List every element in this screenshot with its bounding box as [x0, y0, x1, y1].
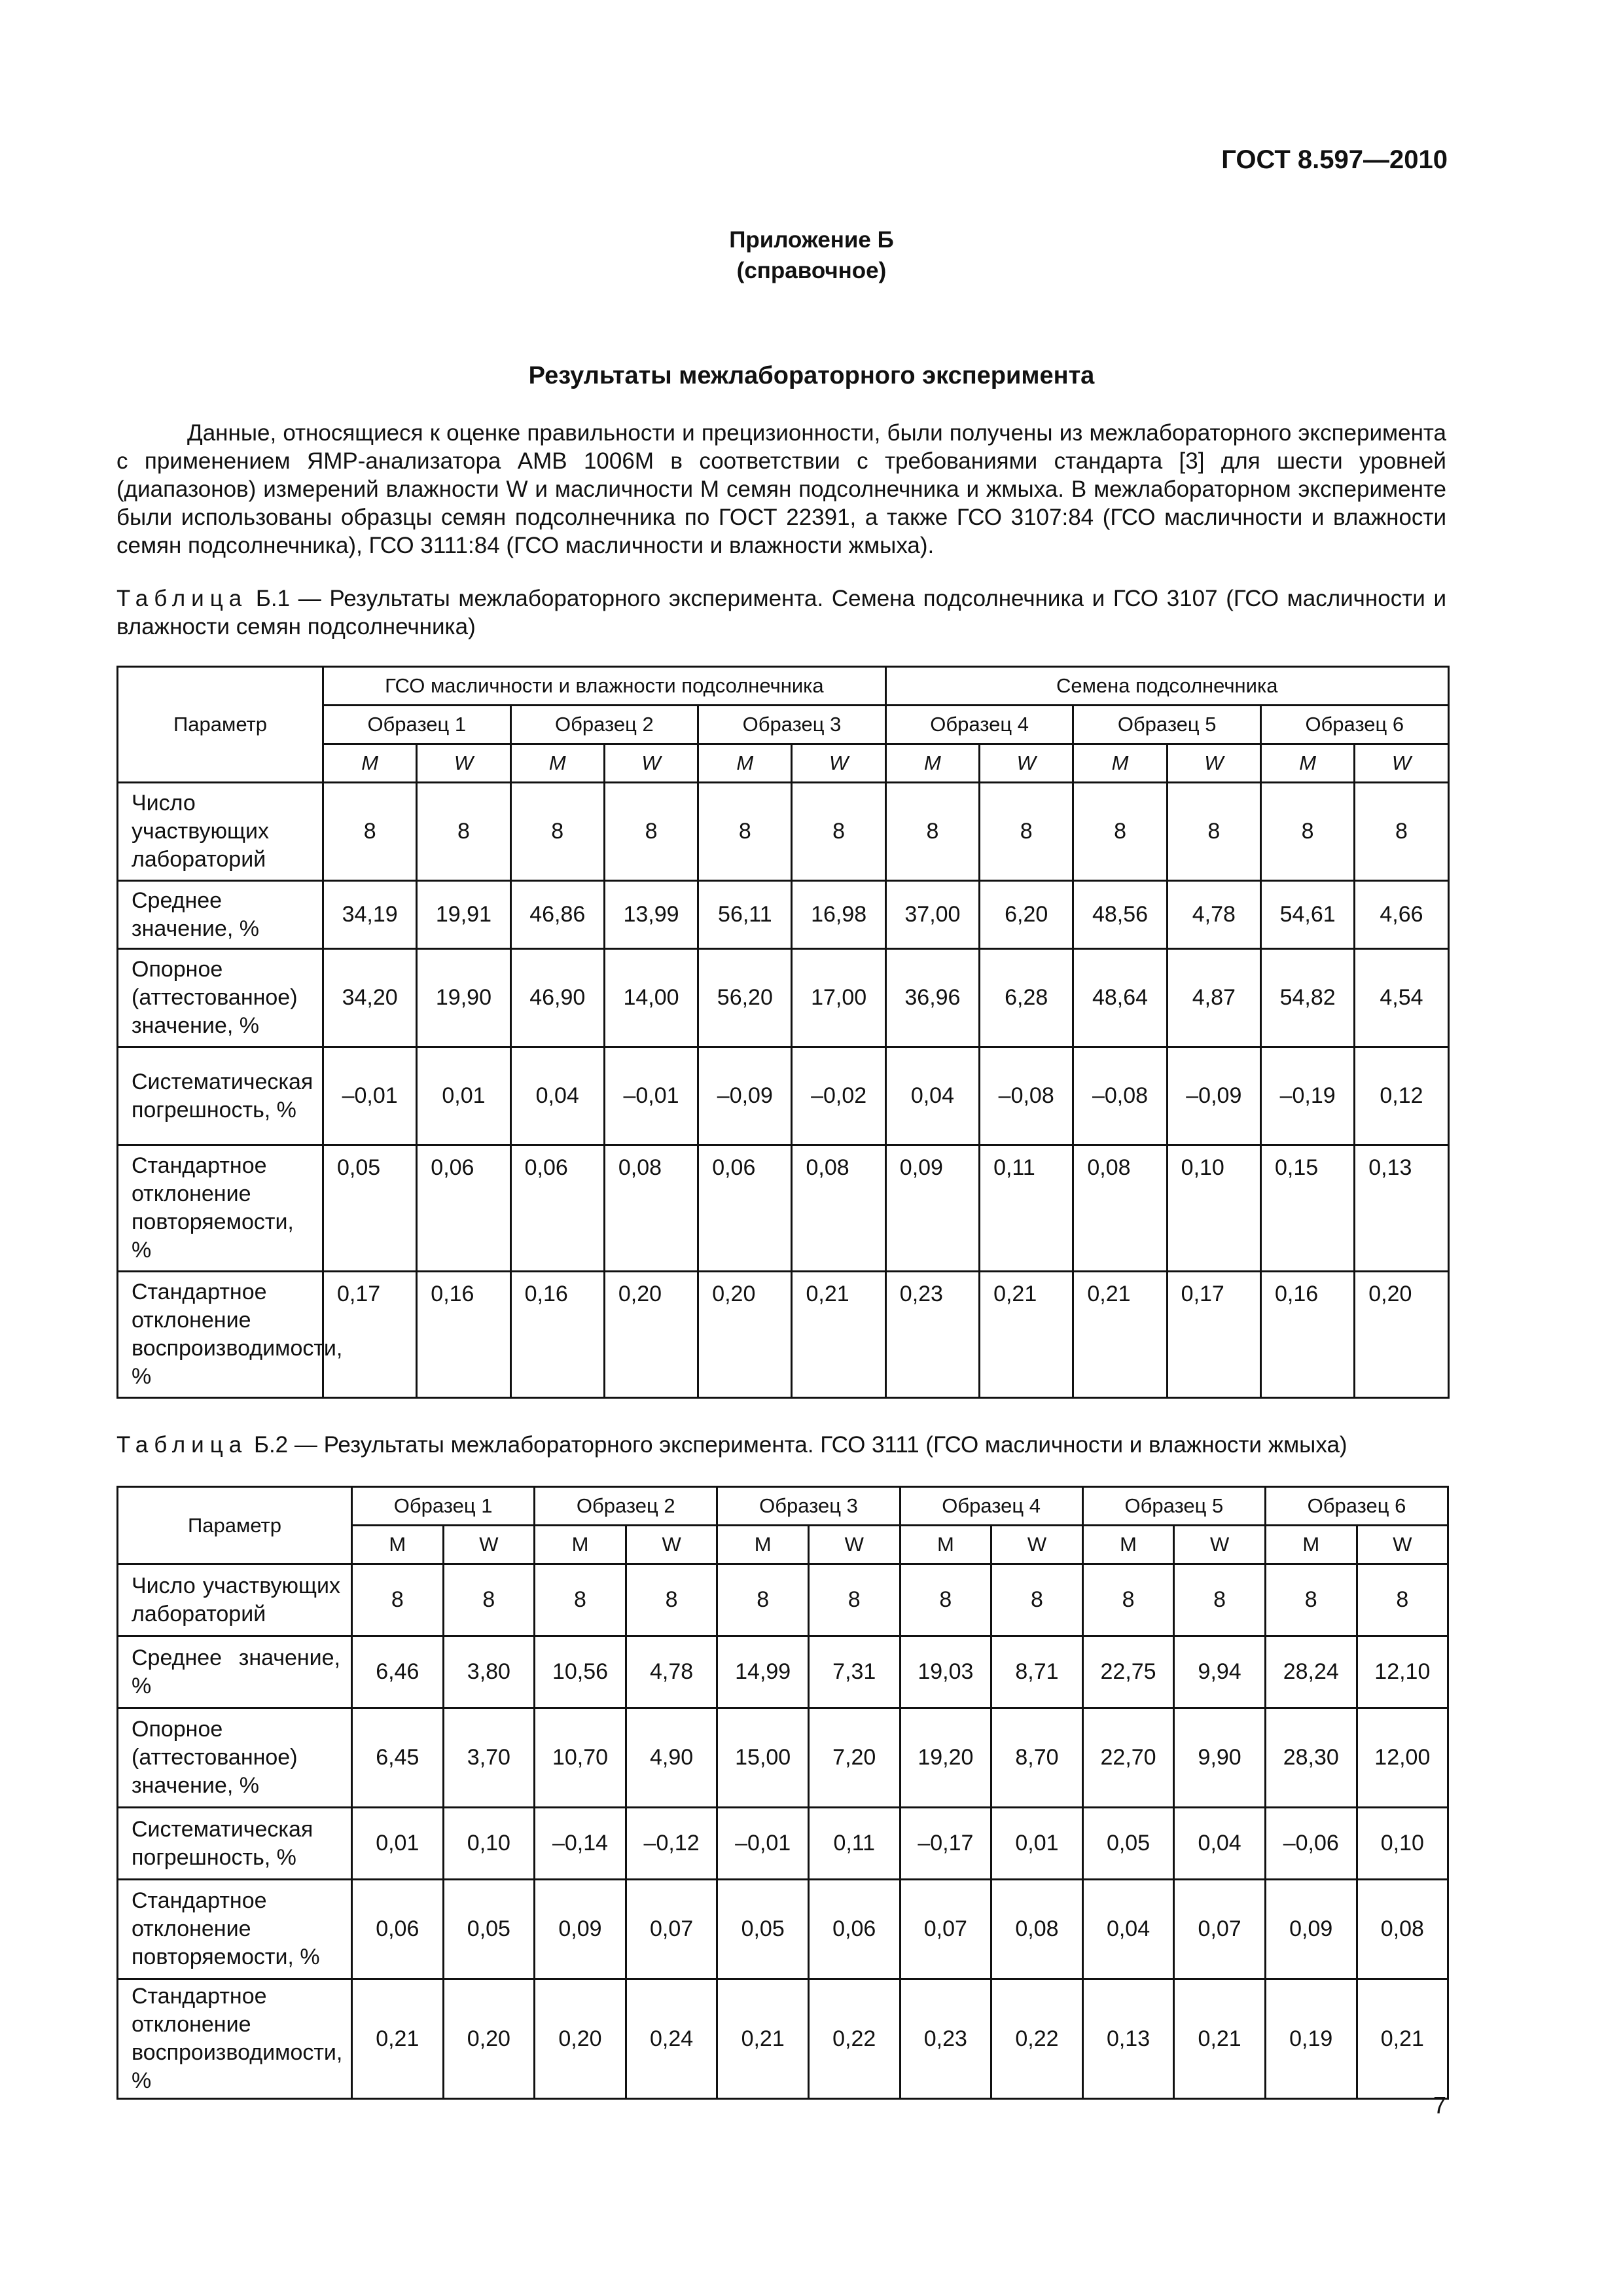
table-cell: –0,09	[698, 1047, 792, 1145]
table-cell: 12,00	[1357, 1708, 1448, 1808]
row-parameter: Опорное (аттестованное) значение, %	[118, 1708, 352, 1808]
table-cell: 19,90	[417, 949, 510, 1047]
table-cell: 0,06	[808, 1880, 900, 1979]
table-cell: 0,20	[698, 1272, 792, 1398]
table2-sub-header-cell: W	[626, 1526, 717, 1564]
table2-sample-header: Образец 1	[352, 1487, 535, 1526]
table-cell: 7,20	[808, 1708, 900, 1808]
table-cell: –0,08	[1073, 1047, 1167, 1145]
table1-sample-header: Образец 6	[1260, 706, 1448, 744]
table-cell: 0,08	[792, 1145, 885, 1272]
table2-sub-header-cell: M	[1082, 1526, 1174, 1564]
table-cell: 8	[991, 1564, 1083, 1636]
table1-group-header: Семена подсолнечника	[885, 667, 1448, 706]
table1-group-header: ГСО масличности и влажности подсолнечника	[323, 667, 886, 706]
table-cell: 0,01	[352, 1808, 444, 1880]
table1-sub-header-cell: M	[698, 744, 792, 783]
table-cell: 8	[1260, 783, 1354, 881]
table-cell: 6,45	[352, 1708, 444, 1808]
table-cell: 0,21	[792, 1272, 885, 1398]
table-cell: 0,04	[510, 1047, 604, 1145]
row-parameter: Стандартное отклонение повторяемости, %	[118, 1880, 352, 1979]
table1-sub-header-cell: W	[1167, 744, 1260, 783]
table-cell: 3,80	[443, 1636, 535, 1708]
table-row	[118, 1880, 1448, 1979]
table-cell: 8	[604, 783, 698, 881]
table-cell: 0,06	[698, 1145, 792, 1272]
table-cell: 0,06	[417, 1145, 510, 1272]
table-row	[118, 949, 1449, 1047]
table1-label: Таблица	[116, 586, 248, 611]
table-cell: –0,01	[717, 1808, 809, 1880]
table-cell: 8	[510, 783, 604, 881]
table-cell: 8	[323, 783, 417, 881]
table-cell: 0,13	[1082, 1979, 1174, 2099]
table-cell: 0,08	[604, 1145, 698, 1272]
table-row	[118, 1636, 1448, 1708]
table-cell: 4,87	[1167, 949, 1260, 1047]
table2-sub-header-cell: M	[717, 1526, 809, 1564]
table-cell: 0,05	[443, 1880, 535, 1979]
table-cell: –0,06	[1265, 1808, 1357, 1880]
table-cell: 4,90	[626, 1708, 717, 1808]
table-cell: 8	[352, 1564, 444, 1636]
table-cell: 0,17	[1167, 1272, 1260, 1398]
table-cell: 8	[1265, 1564, 1357, 1636]
table-cell: 17,00	[792, 949, 885, 1047]
table-cell: 54,82	[1260, 949, 1354, 1047]
table-cell: 14,99	[717, 1636, 809, 1708]
table1-sub-header-cell: W	[1355, 744, 1448, 783]
table-cell: 8	[808, 1564, 900, 1636]
table-cell: –0,01	[323, 1047, 417, 1145]
table-cell: 0,07	[1174, 1880, 1266, 1979]
table-cell: 6,46	[352, 1636, 444, 1708]
table2-label: Таблица	[116, 1432, 248, 1458]
table-cell: 0,21	[717, 1979, 809, 2099]
row-parameter: Число участвующих лабораторий	[118, 1564, 352, 1636]
table1-sub-header-cell: M	[323, 744, 417, 783]
table1-caption-text: Б.1 — Результаты межлабораторного эксперимента. Семена подсолнечника и ГСО 3107 (ГСО масличности и влажности семян подсолнечника)	[116, 586, 1447, 639]
table-cell: 0,21	[1073, 1272, 1167, 1398]
table1-sub-header-cell: W	[417, 744, 510, 783]
row-parameter: Число участвующих лабораторий	[118, 783, 323, 881]
table-cell: 0,05	[323, 1145, 417, 1272]
table-cell: 15,00	[717, 1708, 809, 1808]
table2-sample-header: Образец 3	[717, 1487, 900, 1526]
table-cell: 0,08	[1073, 1145, 1167, 1272]
table-cell: 8	[1073, 783, 1167, 881]
table-cell: 0,16	[1260, 1272, 1354, 1398]
table1-sample-header: Образец 2	[510, 706, 698, 744]
table-cell: 0,12	[1355, 1047, 1448, 1145]
table-cell: 9,94	[1174, 1636, 1266, 1708]
table-cell: 0,20	[535, 1979, 626, 2099]
table-cell: 0,10	[1167, 1145, 1260, 1272]
intro-paragraph	[116, 419, 1446, 560]
table-cell: 37,00	[885, 881, 979, 949]
table-cell: 4,78	[1167, 881, 1260, 949]
table-cell: 8	[626, 1564, 717, 1636]
table-cell: 48,64	[1073, 949, 1167, 1047]
table-cell: 13,99	[604, 881, 698, 949]
table-row	[118, 1808, 1448, 1880]
table-cell: 0,20	[443, 1979, 535, 2099]
table1-sample-header: Образец 5	[1073, 706, 1261, 744]
table-row	[118, 881, 1449, 949]
table-cell: 0,20	[604, 1272, 698, 1398]
table-cell: 0,07	[900, 1880, 991, 1979]
table-cell: 0,23	[900, 1979, 991, 2099]
table-cell: 0,01	[417, 1047, 510, 1145]
table-cell: 0,21	[1174, 1979, 1266, 2099]
table-cell: 8	[1167, 783, 1260, 881]
section-heading: Результаты межлабораторного эксперимента	[528, 362, 1095, 389]
table-cell: 6,20	[980, 881, 1073, 949]
table1-sub-header-cell: M	[1073, 744, 1167, 783]
table-cell: –0,02	[792, 1047, 885, 1145]
table2-sub-header-cell: W	[991, 1526, 1083, 1564]
intro-text: Данные, относящиеся к оценке правильности и прецизионности, были получены из межлабораторного эксперимента с применением ЯМР-анализатора АМВ 1006М в соответствии с требованиями стандарта [3] для шести уровней (диапазонов) измерений влажности W и масличности M семян подсолнечника и жмыха. В межлабораторном эксперименте были использованы образцы семян подсолнечника по ГОСТ 22391, а также ГСО 3107:84 (ГСО масличности и влажности семян подсолнечника), ГСО 3111:84 (ГСО масличности и влажности жмыха).	[116, 420, 1446, 558]
table-cell: 56,11	[698, 881, 792, 949]
table2-sample-header: Образец 2	[535, 1487, 717, 1526]
table-cell: 0,23	[885, 1272, 979, 1398]
table-cell: 8	[792, 783, 885, 881]
table-cell: 8	[885, 783, 979, 881]
table-cell: –0,14	[535, 1808, 626, 1880]
table1-sub-header-cell: M	[510, 744, 604, 783]
table-cell: 22,70	[1082, 1708, 1174, 1808]
table-row	[118, 1564, 1448, 1636]
table-cell: 36,96	[885, 949, 979, 1047]
table2-sample-header: Образец 6	[1265, 1487, 1448, 1526]
table-cell: 3,70	[443, 1708, 535, 1808]
table-cell: 6,28	[980, 949, 1073, 1047]
table-cell: 0,22	[991, 1979, 1083, 2099]
table-cell: 0,09	[1265, 1880, 1357, 1979]
table2-sub-header-cell: W	[1357, 1526, 1448, 1564]
table-cell: 46,90	[510, 949, 604, 1047]
table-row	[118, 1272, 1449, 1398]
table-cell: 12,10	[1357, 1636, 1448, 1708]
table-cell: 48,56	[1073, 881, 1167, 949]
table2-body	[118, 1564, 1448, 2099]
table-cell: 0,08	[991, 1880, 1083, 1979]
table-cell: 8	[1174, 1564, 1266, 1636]
table-cell: 0,08	[1357, 1880, 1448, 1979]
page-number: 7	[1433, 2092, 1446, 2119]
table-cell: 0,04	[1082, 1880, 1174, 1979]
row-parameter: Стандартное отклонение воспроизводимости, %	[118, 1979, 352, 2099]
table-cell: 22,75	[1082, 1636, 1174, 1708]
table-cell: 0,24	[626, 1979, 717, 2099]
table2-sub-header-cell: M	[352, 1526, 444, 1564]
standard-code: ГОСТ 8.597—2010	[1221, 145, 1448, 174]
table-cell: 0,04	[885, 1047, 979, 1145]
table2-sample-header: Образец 4	[900, 1487, 1082, 1526]
table-cell: –0,09	[1167, 1047, 1260, 1145]
table1-sample-header: Образец 1	[323, 706, 511, 744]
table1-sub-header-cell: M	[1260, 744, 1354, 783]
table1	[116, 666, 1450, 1399]
table-cell: 8,70	[991, 1708, 1083, 1808]
table-cell: 0,09	[885, 1145, 979, 1272]
table1-param-header: Параметр	[118, 667, 323, 783]
table-row	[118, 1047, 1449, 1145]
row-parameter: Систематическая погрешность, %	[118, 1047, 323, 1145]
table-cell: 19,91	[417, 881, 510, 949]
table-cell: 28,24	[1265, 1636, 1357, 1708]
table-cell: 0,15	[1260, 1145, 1354, 1272]
table2-param-header: Параметр	[118, 1487, 352, 1564]
table-cell: 0,17	[323, 1272, 417, 1398]
row-parameter: Опорное (аттестованное) значение, %	[118, 949, 323, 1047]
table-cell: 0,20	[1355, 1272, 1448, 1398]
table-cell: –0,17	[900, 1808, 991, 1880]
table-cell: 0,06	[510, 1145, 604, 1272]
table-cell: 0,19	[1265, 1979, 1357, 2099]
table-cell: 0,11	[808, 1808, 900, 1880]
row-parameter: Среднее значение, %	[118, 881, 323, 949]
table-cell: 8	[1355, 783, 1448, 881]
table-cell: 8	[535, 1564, 626, 1636]
table-cell: –0,08	[980, 1047, 1073, 1145]
table-cell: 0,16	[510, 1272, 604, 1398]
table-cell: 9,90	[1174, 1708, 1266, 1808]
table-cell: 19,20	[900, 1708, 991, 1808]
table-cell: 54,61	[1260, 881, 1354, 949]
table2-sub-header-cell: M	[535, 1526, 626, 1564]
table1-sub-header-cell: W	[604, 744, 698, 783]
table2-sub-header-cell: W	[1174, 1526, 1266, 1564]
row-parameter: Систематическая погрешность, %	[118, 1808, 352, 1880]
row-parameter: Среднее значение, %	[118, 1636, 352, 1708]
table2-sub-header-cell: W	[443, 1526, 535, 1564]
table-cell: 0,07	[626, 1880, 717, 1979]
table1-sample-header: Образец 4	[885, 706, 1073, 744]
table-cell: 0,22	[808, 1979, 900, 2099]
table2-caption	[116, 1431, 1446, 1459]
table-cell: 34,20	[323, 949, 417, 1047]
table-cell: –0,12	[626, 1808, 717, 1880]
annex-subtitle: (справочное)	[736, 258, 887, 283]
table-cell: 0,21	[1357, 1979, 1448, 2099]
table-cell: 4,78	[626, 1636, 717, 1708]
table1-sub-header-cell: W	[792, 744, 885, 783]
table-row	[118, 783, 1449, 881]
table2-caption-text: Б.2 — Результаты межлабораторного эксперимента. ГСО 3111 (ГСО масличности и влажности жмыха)	[253, 1432, 1347, 1458]
table-row	[118, 1979, 1448, 2099]
table1-sample-header: Образец 3	[698, 706, 886, 744]
table1-sub-header-cell: M	[885, 744, 979, 783]
table-cell: 0,01	[991, 1808, 1083, 1880]
table-cell: 14,00	[604, 949, 698, 1047]
table-cell: 0,16	[417, 1272, 510, 1398]
table-cell: 56,20	[698, 949, 792, 1047]
table-cell: 10,56	[535, 1636, 626, 1708]
table2-sub-header-cell: M	[1265, 1526, 1357, 1564]
row-parameter: Стандартное отклонение повторяемости, %	[118, 1145, 323, 1272]
table-cell: 0,11	[980, 1145, 1073, 1272]
table-row	[118, 1145, 1449, 1272]
table2	[116, 1486, 1449, 2100]
table-cell: 10,70	[535, 1708, 626, 1808]
table-cell: 0,05	[1082, 1808, 1174, 1880]
table-cell: 19,03	[900, 1636, 991, 1708]
table-cell: 0,21	[352, 1979, 444, 2099]
table-cell: 0,10	[443, 1808, 535, 1880]
table-cell: 28,30	[1265, 1708, 1357, 1808]
table1-caption	[116, 584, 1446, 641]
annex-title: Приложение Б	[729, 227, 894, 253]
annex-heading	[0, 224, 1623, 286]
table-cell: 0,13	[1355, 1145, 1448, 1272]
table-cell: 8,71	[991, 1636, 1083, 1708]
table1-sub-header-cell: W	[980, 744, 1073, 783]
table-cell: 4,54	[1355, 949, 1448, 1047]
table-cell: 16,98	[792, 881, 885, 949]
table-cell: 7,31	[808, 1636, 900, 1708]
table-cell: 0,06	[352, 1880, 444, 1979]
table-cell: 0,10	[1357, 1808, 1448, 1880]
row-parameter: Стандартное отклонение воспроизводимости, %	[118, 1272, 323, 1398]
table-cell: 0,04	[1174, 1808, 1266, 1880]
table2-sub-header-cell: M	[900, 1526, 991, 1564]
table-cell: 8	[1082, 1564, 1174, 1636]
table-cell: 46,86	[510, 881, 604, 949]
table-cell: –0,01	[604, 1047, 698, 1145]
table2-sub-header-cell: W	[808, 1526, 900, 1564]
table1-body	[118, 783, 1449, 1398]
table-cell: 8	[417, 783, 510, 881]
table-cell: 34,19	[323, 881, 417, 949]
table-cell: 8	[443, 1564, 535, 1636]
table2-sample-header: Образец 5	[1082, 1487, 1265, 1526]
table-cell: 0,09	[535, 1880, 626, 1979]
table-cell: 8	[717, 1564, 809, 1636]
table-cell: 8	[1357, 1564, 1448, 1636]
table-cell: –0,19	[1260, 1047, 1354, 1145]
table-row	[118, 1708, 1448, 1808]
table-cell: 8	[900, 1564, 991, 1636]
table-cell: 8	[980, 783, 1073, 881]
table-cell: 0,21	[980, 1272, 1073, 1398]
table-cell: 4,66	[1355, 881, 1448, 949]
table-cell: 0,05	[717, 1880, 809, 1979]
table-cell: 8	[698, 783, 792, 881]
